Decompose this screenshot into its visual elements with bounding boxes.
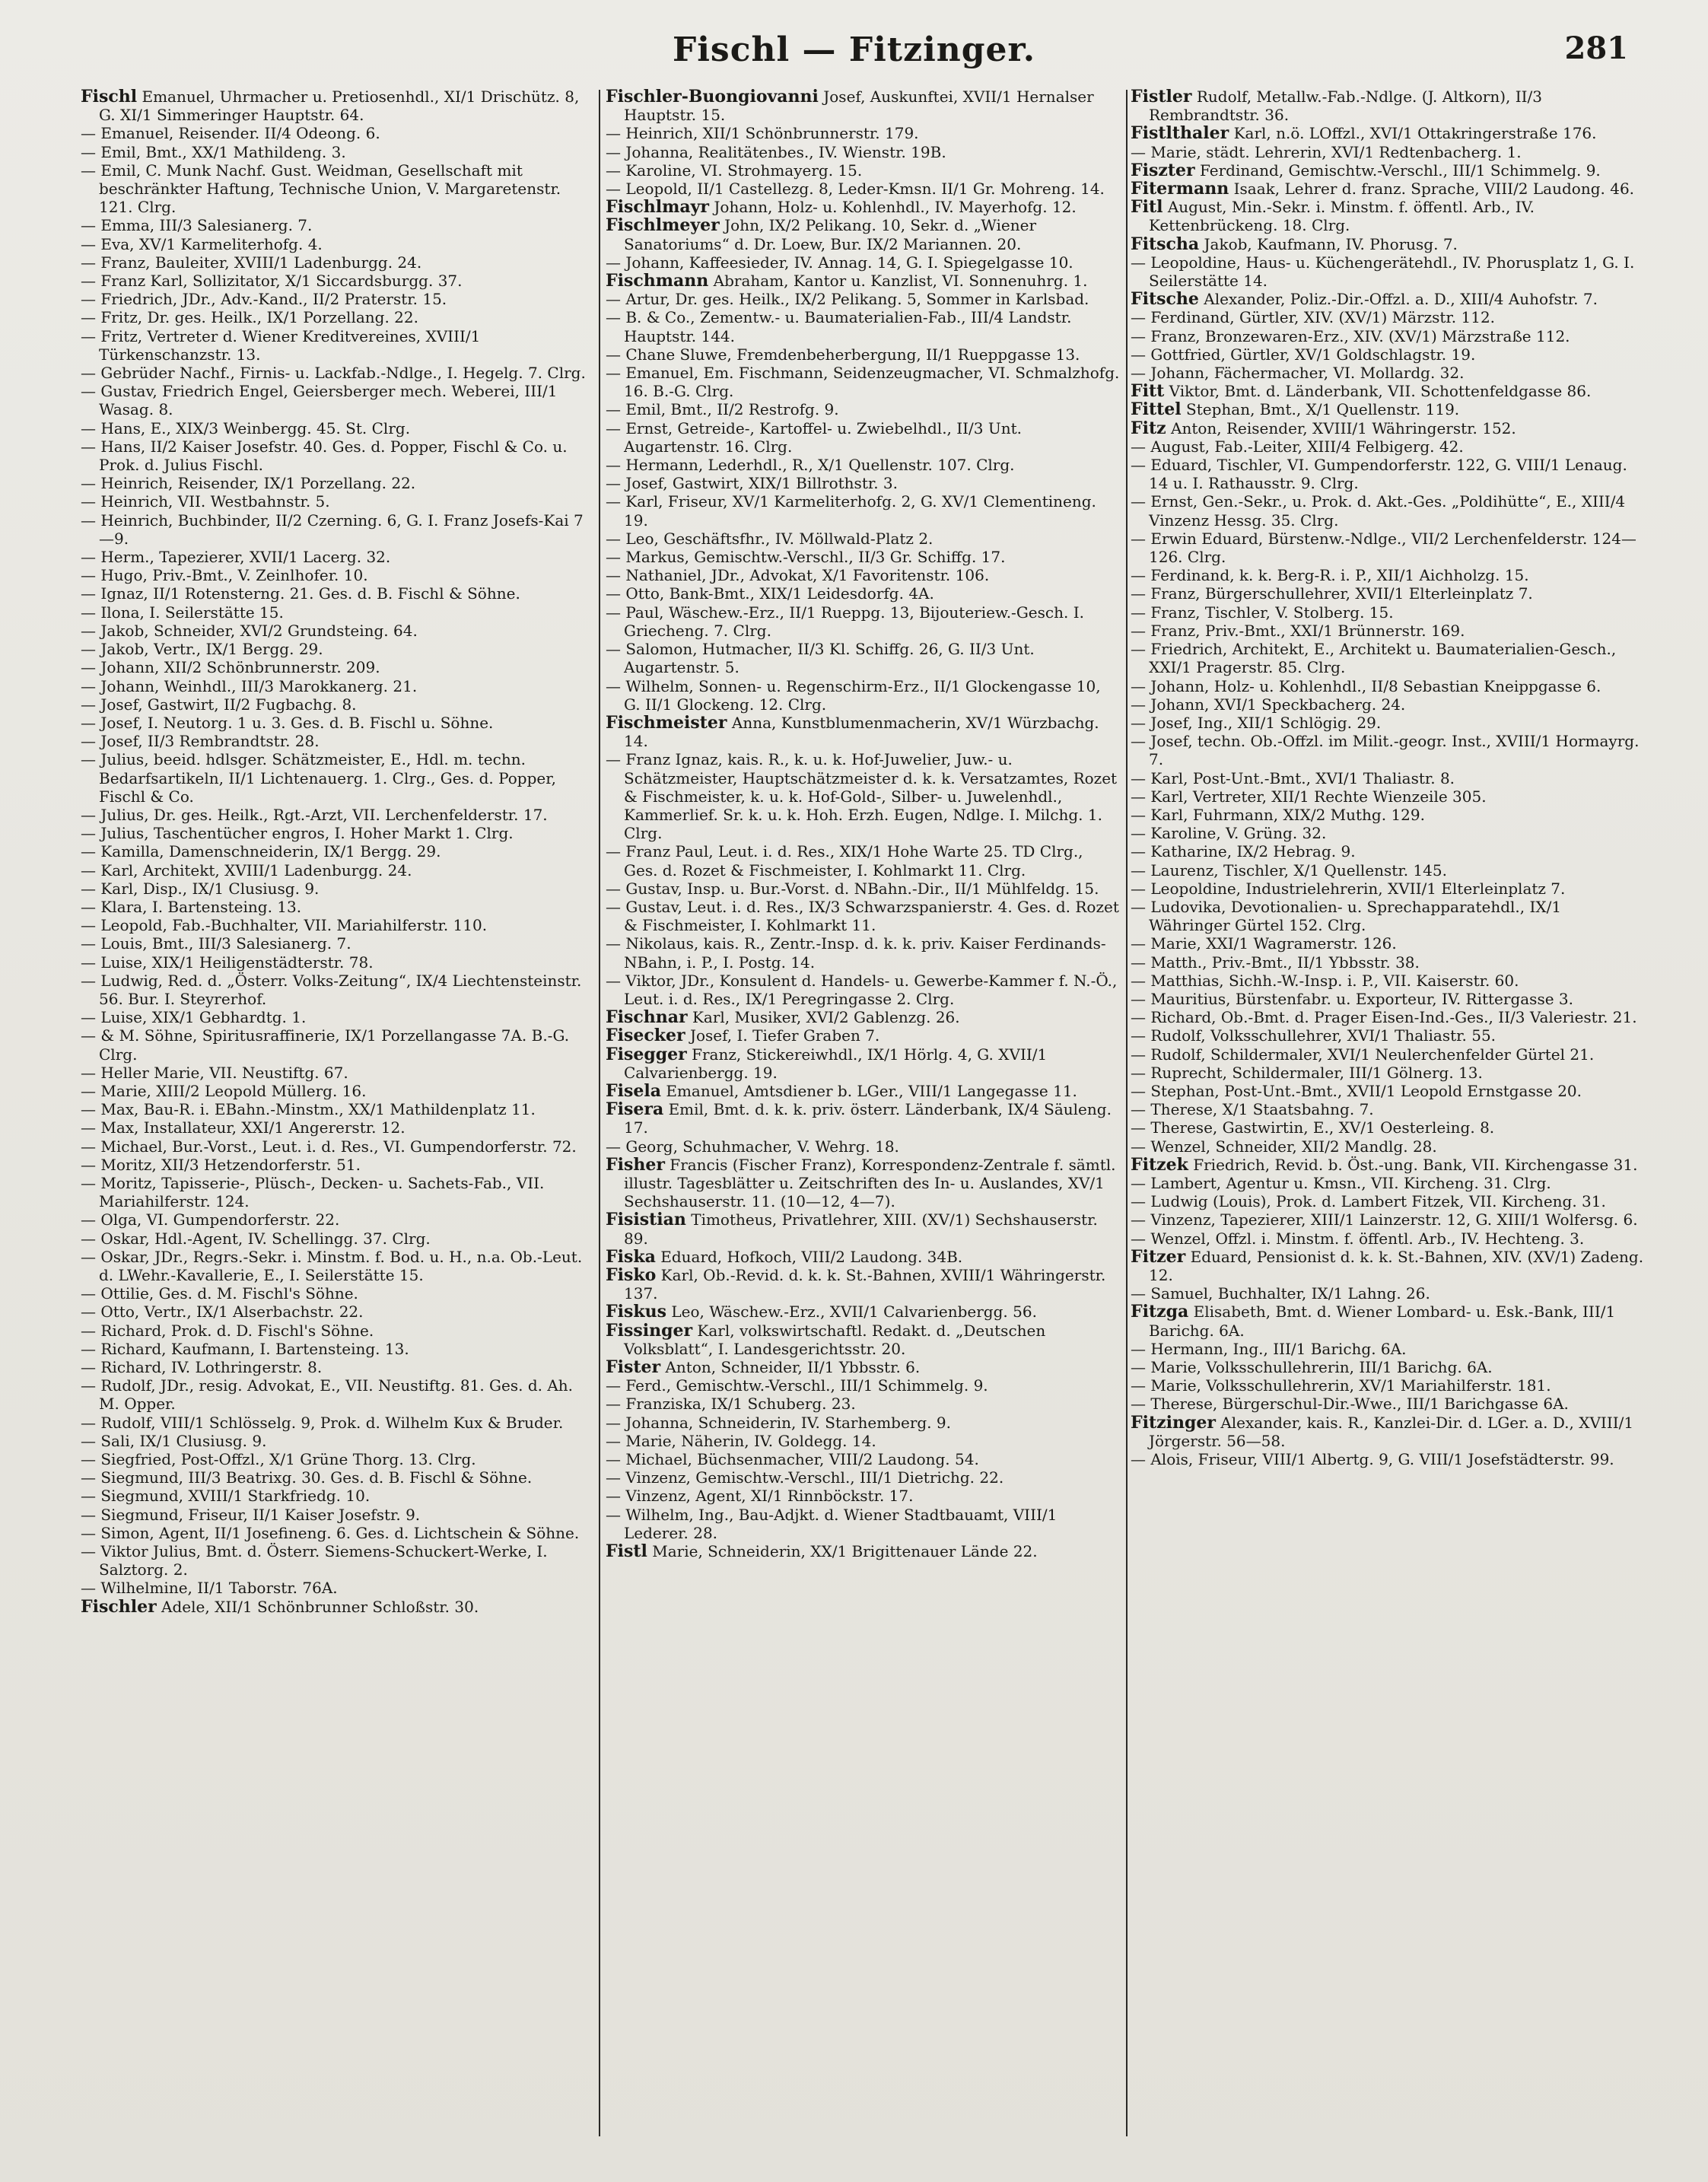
directory-entry: — Sali, IX/1 Clusiusg. 9. — [81, 1431, 267, 1450]
directory-entry: — Karl, Architekt, XVIII/1 Ladenburgg. 24. — [81, 860, 412, 879]
directory-entry: — Friedrich, Architekt, E., Architekt u. Baumaterialien-Gesch., XXI/1 Pragerstr. 85. Clrg. — [1131, 640, 1617, 677]
directory-entry: — Leopoldine, Industrielehrerin, XVII/1 Elterleinplatz 7. — [1131, 879, 1566, 898]
directory-entry: — Viktor Julius, Bmt. d. Österr. Siemens-Schuckert-Werke, I. Salztorg. 2. — [81, 1542, 548, 1579]
directory-entry: — Ruprecht, Schildermaler, III/1 Gölnerg. 13. — [1131, 1063, 1483, 1082]
directory-entry: — Louis, Bmt., III/3 Salesianerg. 7. — [81, 934, 351, 953]
directory-entry: — Eva, XV/1 Karmeliterhofg. 4. — [81, 234, 323, 253]
directory-entry: — Leopoldine, Haus- u. Küchengerätehdl., IV. Phorusplatz 1, G. I. Seilerstätte 14. — [1131, 253, 1635, 291]
directory-entry: — Franz, Priv.-Bmt., XXI/1 Brünnerstr. 169. — [1131, 621, 1465, 640]
entry-surname: Fischler-Buongiovanni — [606, 87, 819, 107]
directory-entry: — Rudolf, Schildermaler, XVI/1 Neulerchenfelder Gürtel 21. — [1131, 1045, 1595, 1064]
directory-entry: — Klara, I. Bartensteing. 13. — [81, 897, 302, 916]
directory-entry: — Karoline, V. Grüng. 32. — [1131, 824, 1327, 843]
directory-entry: — Luise, XIX/1 Heiligenstädterstr. 78. — [81, 953, 374, 972]
directory-entry: — Julius, Dr. ges. Heilk., Rgt.-Arzt, VII. Lerchenfelderstr. 17. — [81, 805, 548, 824]
directory-entry: — Siegmund, Friseur, II/1 Kaiser Josefstr. 9. — [81, 1505, 421, 1524]
directory-entry: — Johann, Kaffeesieder, IV. Annag. 14, G. I. Spiegelgasse 10. — [606, 253, 1073, 272]
entry-surname: Fischl — [81, 87, 138, 107]
directory-entry: Fistler Rudolf, Metallw.-Fab.-Ndlge. (J. Altkorn), II/3 Rembrandtstr. 36. — [1131, 87, 1543, 125]
entry-surname: Fissinger — [606, 1320, 693, 1341]
directory-entry: — Marie, Volksschullehrerin, III/1 Barichg. 6A. — [1131, 1358, 1493, 1377]
directory-entry: — Moritz, XII/3 Hetzendorferstr. 51. — [81, 1155, 361, 1174]
directory-entry: — Emil, C. Munk Nachf. Gust. Weidman, Gesellschaft mit beschränkter Haftung, Technische Union, V. Margaretenstr. 121. Clrg. — [81, 161, 561, 217]
directory-entry: Fisela Emanuel, Amtsdiener b. LGer., VIII/1 Langegasse 11. — [606, 1080, 1077, 1101]
directory-entry: — B. & Co., Zementw.- u. Baumaterialien-Fab., III/4 Landstr. Hauptstr. 144. — [606, 308, 1072, 345]
entry-surname: Fischler — [81, 1596, 157, 1617]
directory-columns — [76, 87, 1659, 2142]
entry-surname: Fitt — [1131, 381, 1165, 402]
directory-entry: — Paul, Wäschew.-Erz., II/1 Rueppg. 13, Bijouteriew.-Gesch. I. Griecheng. 7. Clrg. — [606, 603, 1084, 640]
entry-surname: Fiskus — [606, 1302, 666, 1322]
entry-surname: Fisegger — [606, 1044, 687, 1064]
directory-entry: — Fritz, Vertreter d. Wiener Kreditvereines, XVIII/1 Türkenschanzstr. 13. — [81, 326, 481, 364]
directory-entry: — Vinzenz, Tapezierer, XIII/1 Lainzerstr. 12, G. XIII/1 Wolfersg. 6. — [1131, 1210, 1638, 1229]
directory-entry: — Josef, Ing., XII/1 Schlögig. 29. — [1131, 713, 1382, 732]
directory-entry: — Hermann, Lederhdl., R., X/1 Quellenstr. 107. Clrg. — [606, 456, 1015, 475]
directory-entry: — Ferd., Gemischtw.-Verschl., III/1 Schimmelg. 9. — [606, 1376, 988, 1395]
directory-entry: — Michael, Bur.-Vorst., Leut. i. d. Res., VI. Gumpendorferstr. 72. — [81, 1137, 577, 1156]
directory-entry: Fitzinger Alexander, kais. R., Kanzlei-Dir. d. LGer. a. D., XVIII/1 Jörgerstr. 56—58. — [1131, 1412, 1634, 1450]
directory-entry: — Josef, II/3 Rembrandtstr. 28. — [81, 732, 320, 751]
page-number: 281 — [1564, 30, 1628, 66]
directory-entry: — Karl, Vertreter, XII/1 Rechte Wienzeile 305. — [1131, 787, 1487, 806]
directory-entry: Fitermann Isaak, Lehrer d. franz. Sprache, VIII/2 Laudong. 46. — [1131, 179, 1635, 199]
directory-entry: — Ernst, Getreide-, Kartoffel- u. Zwiebelhdl., II/3 Unt. Augartenstr. 16. Clrg. — [606, 418, 1023, 456]
entry-surname: Fistler — [1131, 87, 1192, 107]
directory-entry: Fitzga Elisabeth, Bmt. d. Wiener Lombard- u. Esk.-Bank, III/1 Barichg. 6A. — [1131, 1302, 1616, 1340]
directory-entry: — Franz Ignaz, kais. R., k. u. k. Hof-Juwelier, Juw.- u. Schätzmeister, Hauptschätzmeister d. k. k. Versatzamtes, Rozet & Fischmeister, k. u. k. Hof-Gold-, Silber- u. Juwelenhdl., Kammerlief. Sr. k. u. k. Hoh. Erzh. Eugen, Ndlge. I. Milchg. 1. Clrg. — [606, 750, 1118, 843]
directory-entry: — Max, Installateur, XXI/1 Angererstr. 12. — [81, 1118, 406, 1137]
directory-entry: Fisko Karl, Ob.-Revid. d. k. k. St.-Bahnen, XVIII/1 Währingerstr. 137. — [606, 1265, 1106, 1303]
directory-entry: Fiska Eduard, Hofkoch, VIII/2 Laudong. 34B. — [606, 1246, 963, 1267]
directory-entry: — & M. Söhne, Spiritusraffinerie, IX/1 Porzellangasse 7A. B.-G. Clrg. — [81, 1026, 570, 1064]
entry-surname: Fitzek — [1131, 1154, 1188, 1175]
column-left — [76, 87, 601, 2142]
directory-entry: Fischnar Karl, Musiker, XVI/2 Gablenzg. 26. — [606, 1007, 960, 1028]
directory-entry: Fischlmeyer John, IX/2 Pelikang. 10, Sekr. d. „Wiener Sanatoriums“ d. Dr. Loew, Bur. IX/2 Mariannen. 20. — [606, 215, 1037, 253]
directory-entry: — Fritz, Dr. ges. Heilk., IX/1 Porzellang. 22. — [81, 308, 418, 327]
directory-entry: — Gustav, Friedrich Engel, Geiersberger mech. Weberei, III/1 Wasag. 8. — [81, 382, 558, 419]
directory-entry: — Ignaz, II/1 Rotensterng. 21. Ges. d. B. Fischl & Söhne. — [81, 584, 520, 603]
directory-entry: — Chane Sluwe, Fremdenbeherbergung, II/1 Rueppgasse 13. — [606, 345, 1080, 364]
entry-surname: Fitzinger — [1131, 1412, 1216, 1433]
directory-entry: — Johann, Weinhdl., III/3 Marokkanerg. 21. — [81, 676, 418, 695]
directory-entry: — Therese, Gastwirtin, E., XV/1 Oesterleing. 8. — [1131, 1118, 1495, 1137]
directory-entry: — Josef, Gastwirt, XIX/1 Billrothstr. 3. — [606, 474, 899, 493]
directory-entry: — Ferdinand, Gürtler, XIV. (XV/1) Märzstr. 112. — [1131, 308, 1496, 327]
directory-entry: — Hans, E., XIX/3 Weinbergg. 45. St. Clrg. — [81, 418, 411, 437]
directory-entry: — Marie, XIII/2 Leopold Müllerg. 16. — [81, 1081, 367, 1100]
directory-entry: — Johanna, Realitätenbes., IV. Wienstr. 19B. — [606, 142, 946, 161]
directory-entry: — Richard, Ob.-Bmt. d. Prager Eisen-Ind.-Ges., II/3 Valeriestr. 21. — [1131, 1008, 1637, 1027]
directory-entry: Fisistian Timotheus, Privatlehrer, XIII. (XV/1) Sechshauserstr. 89. — [606, 1210, 1098, 1248]
directory-entry: — Rudolf, JDr., resig. Advokat, E., VII. Neustiftg. 81. Ges. d. Ah. M. Opper. — [81, 1376, 574, 1414]
directory-entry: — Julius, Taschentücher engros, I. Hoher Markt 1. Clrg. — [81, 824, 514, 843]
directory-entry: — Oskar, Hdl.-Agent, IV. Schellingg. 37. Clrg. — [81, 1229, 431, 1248]
directory-entry: Fistlthaler Karl, n.ö. LOffzl., XVI/1 Ottakringerstraße 176. — [1131, 123, 1597, 144]
entry-surname: Fiszter — [1131, 160, 1195, 180]
directory-entry: — Siegfried, Post-Offzl., X/1 Grüne Thorg. 13. Clrg. — [81, 1450, 476, 1469]
directory-entry: — Nathaniel, JDr., Advokat, X/1 Favoritenstr. 106. — [606, 566, 990, 585]
directory-entry: — Vinzenz, Agent, XI/1 Rinnböckstr. 17. — [606, 1487, 914, 1506]
directory-entry: — Josef, Gastwirt, II/2 Fugbachg. 8. — [81, 695, 357, 714]
directory-entry: — Johann, Holz- u. Kohlenhdl., II/8 Sebastian Kneippgasse 6. — [1131, 676, 1601, 695]
directory-entry: — Franziska, IX/1 Schuberg. 23. — [606, 1395, 856, 1414]
directory-entry: — Max, Bau-R. i. EBahn.-Minstm., XX/1 Mathildenplatz 11. — [81, 1100, 536, 1119]
entry-surname: Fischmeister — [606, 712, 727, 733]
entry-surname: Fitl — [1131, 197, 1163, 218]
directory-entry: Fitsche Alexander, Poliz.-Dir.-Offzl. a. D., XIII/4 Auhofstr. 7. — [1131, 289, 1598, 310]
directory-entry: — Richard, Prok. d. D. Fischl's Söhne. — [81, 1321, 374, 1340]
directory-entry: — Georg, Schuhmacher, V. Wehrg. 18. — [606, 1137, 899, 1156]
directory-entry: — Johann, XVI/1 Speckbacherg. 24. — [1131, 695, 1406, 714]
entry-surname: Fitzer — [1131, 1246, 1186, 1267]
directory-entry: — Katharine, IX/2 Hebrag. 9. — [1131, 842, 1356, 861]
directory-entry: — Otto, Bank-Bmt., XIX/1 Leidesdorfg. 4A. — [606, 584, 934, 603]
directory-entry: — Artur, Dr. ges. Heilk., IX/2 Pelikang. 5, Sommer in Karlsbad. — [606, 290, 1089, 309]
entry-surname: Fistlthaler — [1131, 123, 1229, 144]
directory-entry: — Stephan, Post-Unt.-Bmt., XVII/1 Leopold Ernstgasse 20. — [1131, 1081, 1582, 1100]
directory-entry: — Franz, Tischler, V. Stolberg. 15. — [1131, 603, 1394, 622]
directory-entry: — Luise, XIX/1 Gebhardtg. 1. — [81, 1008, 307, 1027]
entry-surname: Fitermann — [1131, 179, 1229, 199]
directory-entry: — Markus, Gemischtw.-Verschl., II/3 Gr. Schiffg. 17. — [606, 548, 1006, 567]
directory-entry: — Julius, beeid. hdlsger. Schätzmeister, E., Hdl. m. techn. Bedarfsartikeln, II/1 Lichtenauerg. 1. Clrg., Ges. d. Popper, Fischl & Co. — [81, 750, 556, 806]
directory-entry: — Viktor, JDr., Konsulent d. Handels- u. Gewerbe-Kammer f. N.-Ö., Leut. i. d. Res., IX/1 Peregringasse 2. Clrg. — [606, 971, 1118, 1008]
directory-entry: Fischmeister Anna, Kunstblumenmacherin, XV/1 Würzbachg. 14. — [606, 712, 1099, 751]
directory-entry: — Heller Marie, VII. Neustiftg. 67. — [81, 1063, 348, 1082]
directory-entry: — Emanuel, Em. Fischmann, Seidenzeugmacher, VI. Schmalzhofg. 16. B.-G. Clrg. — [606, 364, 1120, 401]
directory-entry: — Therese, X/1 Staatsbahng. 7. — [1131, 1100, 1374, 1119]
directory-entry: — Heinrich, VII. Westbahnstr. 5. — [81, 492, 330, 511]
running-title: Fischl — Fitzinger. — [672, 30, 1036, 69]
directory-entry: — Ottilie, Ges. d. M. Fischl's Söhne. — [81, 1284, 358, 1303]
directory-entry: Fittel Stephan, Bmt., X/1 Quellenstr. 119. — [1131, 399, 1460, 420]
directory-entry: — Ludwig (Louis), Prok. d. Lambert Fitzek, VII. Kircheng. 31. — [1131, 1192, 1606, 1211]
directory-entry: — Rudolf, VIII/1 Schlösselg. 9, Prok. d. Wilhelm Kux & Bruder. — [81, 1413, 564, 1432]
directory-entry: — Karl, Fuhrmann, XIX/2 Muthg. 129. — [1131, 805, 1425, 824]
directory-entry: — Simon, Agent, II/1 Josefineng. 6. Ges. d. Lichtschein & Söhne. — [81, 1523, 580, 1542]
directory-entry: — Marie, Volksschullehrerin, XV/1 Mariahilferstr. 181. — [1131, 1376, 1551, 1395]
directory-entry: Fischler-Buongiovanni Josef, Auskunftei, XVII/1 Hernalser Hauptstr. 15. — [606, 87, 1094, 125]
directory-entry: Fistl Marie, Schneiderin, XX/1 Brigittenauer Lände 22. — [606, 1541, 1038, 1562]
directory-entry: — Johann, XII/2 Schönbrunnerstr. 209. — [81, 658, 380, 677]
directory-entry: — Karoline, VI. Strohmayerg. 15. — [606, 161, 863, 180]
directory-entry: — Johanna, Schneiderin, IV. Starhemberg. 9. — [606, 1413, 951, 1432]
directory-entry: — Franz, Bauleiter, XVIII/1 Ladenburgg. 24. — [81, 253, 422, 272]
entry-surname: Fischlmayr — [606, 197, 710, 218]
directory-entry: Fisera Emil, Bmt. d. k. k. priv. österr. Länderbank, IX/4 Säuleng. 17. — [606, 1099, 1112, 1137]
directory-entry: — Ludovika, Devotionalien- u. Sprechapparatehdl., IX/1 Währinger Gürtel 152. Clrg. — [1131, 897, 1562, 935]
directory-entry: — Franz, Bürgerschullehrer, XVII/1 Elterleinplatz 7. — [1131, 584, 1533, 603]
directory-entry: — Josef, I. Neutorg. 1 u. 3. Ges. d. B. Fischl u. Söhne. — [81, 713, 494, 732]
directory-entry: — Gustav, Leut. i. d. Res., IX/3 Schwarzspanierstr. 4. Ges. d. Rozet & Fischmeister, I. Kohlmarkt 11. — [606, 897, 1119, 935]
directory-entry: — Therese, Bürgerschul-Dir.-Wwe., III/1 Barichgasse 6A. — [1131, 1395, 1569, 1414]
directory-entry: Fitz Anton, Reisender, XVIII/1 Währingerstr. 152. — [1131, 418, 1516, 438]
directory-entry: — Ernst, Gen.-Sekr., u. Prok. d. Akt.-Ges. „Poldihütte“, E., XIII/4 Vinzenz Hessg. 35. Clrg. — [1131, 492, 1626, 530]
directory-entry: — Marie, städt. Lehrerin, XVI/1 Redtenbacherg. 1. — [1131, 142, 1522, 161]
directory-entry: — Lambert, Agentur u. Kmsn., VII. Kircheng. 31. Clrg. — [1131, 1173, 1551, 1192]
directory-entry: — Jakob, Vertr., IX/1 Bergg. 29. — [81, 640, 323, 659]
directory-entry: Fitt Viktor, Bmt. d. Länderbank, VII. Schottenfeldgasse 86. — [1131, 381, 1592, 402]
entry-surname: Fischlmeyer — [606, 215, 720, 236]
directory-entry: Fischl Emanuel, Uhrmacher u. Pretiosenhdl., XI/1 Drischütz. 8, G. XI/1 Simmeringer Hauptstr. 64. — [81, 87, 580, 125]
directory-entry: — Wenzel, Offzl. i. Minstm. f. öffentl. Arb., IV. Hechteng. 3. — [1131, 1229, 1585, 1248]
directory-entry: — Wenzel, Schneider, XII/2 Mandlg. 28. — [1131, 1137, 1437, 1156]
directory-entry: — Mauritius, Bürstenfabr. u. Exporteur, IV. Rittergasse 3. — [1131, 989, 1573, 1008]
directory-entry: — Hans, II/2 Kaiser Josefstr. 40. Ges. d. Popper, Fischl & Co. u. Prok. d. Julius Fischl. — [81, 437, 568, 475]
directory-entry: — Heinrich, XII/1 Schönbrunnerstr. 179. — [606, 124, 919, 143]
directory-entry: — Moritz, Tapisserie-, Plüsch-, Decken- u. Sachets-Fab., VII. Mariahilferstr. 124. — [81, 1173, 545, 1211]
directory-entry: — Emanuel, Reisender. II/4 Odeong. 6. — [81, 124, 380, 143]
entry-surname: Fisecker — [606, 1026, 685, 1046]
directory-entry: — Franz Paul, Leut. i. d. Res., XIX/1 Hohe Warte 25. TD Clrg., Ges. d. Rozet & Fischmeister, I. Kohlmarkt 11. Clrg. — [606, 842, 1083, 879]
directory-entry: — Emil, Bmt., II/2 Restrofg. 9. — [606, 400, 839, 419]
directory-entry: — Hugo, Priv.-Bmt., V. Zeinlhofer. 10. — [81, 566, 368, 585]
directory-entry: — Gebrüder Nachf., Firnis- u. Lackfab.-Ndlge., I. Hegelg. 7. Clrg. — [81, 364, 586, 383]
directory-entry: — Richard, Kaufmann, I. Bartensteing. 13. — [81, 1339, 409, 1358]
entry-surname: Fisela — [606, 1080, 661, 1101]
directory-entry: — Friedrich, JDr., Adv.-Kand., II/2 Praterstr. 15. — [81, 290, 447, 309]
entry-surname: Fitzga — [1131, 1302, 1189, 1322]
entry-surname: Fister — [606, 1357, 661, 1378]
directory-entry: — Oskar, JDr., Regrs.-Sekr. i. Minstm. f. Bod. u. H., n.a. Ob.-Leut. d. LWehr.-Kavallerie, E., I. Seilerstätte 15. — [81, 1247, 583, 1284]
directory-entry: Fiszter Ferdinand, Gemischtw.-Verschl., III/1 Schimmelg. 9. — [1131, 160, 1601, 180]
entry-surname: Fitz — [1131, 418, 1166, 438]
directory-entry: Fischler Adele, XII/1 Schönbrunner Schloßstr. 30. — [81, 1596, 479, 1617]
column-middle — [601, 87, 1126, 2142]
directory-entry: — Karl, Post-Unt.-Bmt., XVI/1 Thaliastr. 8. — [1131, 768, 1455, 787]
directory-entry: — Franz Karl, Sollizitator, X/1 Siccardsburgg. 37. — [81, 272, 463, 291]
directory-entry: — Otto, Vertr., IX/1 Alserbachstr. 22. — [81, 1303, 364, 1322]
directory-entry: — Matth., Priv.-Bmt., II/1 Ybbsstr. 38. — [1131, 953, 1420, 972]
directory-entry: — Herm., Tapezierer, XVII/1 Lacerg. 32. — [81, 548, 391, 567]
entry-surname: Fitsche — [1131, 289, 1199, 310]
directory-entry: Fiskus Leo, Wäschew.-Erz., XVII/1 Calvarienbergg. 56. — [606, 1302, 1037, 1322]
entry-surname: Fisko — [606, 1265, 657, 1285]
directory-entry: — Ludwig, Red. d. „Österr. Volks-Zeitung“, IX/4 Liechtensteinstr. 56. Bur. I. Steyrerhof. — [81, 971, 582, 1008]
directory-entry: — Leopold, Fab.-Buchhalter, VII. Mariahilferstr. 110. — [81, 916, 488, 935]
entry-surname: Fitscha — [1131, 234, 1200, 254]
directory-entry: Fister Anton, Schneider, II/1 Ybbsstr. 6. — [606, 1357, 921, 1378]
directory-entry: — Richard, IV. Lothringerstr. 8. — [81, 1358, 323, 1377]
directory-entry: — August, Fab.-Leiter, XIII/4 Felbigerg. 42. — [1131, 437, 1464, 456]
directory-entry: — Josef, techn. Ob.-Offzl. im Milit.-geogr. Inst., XVIII/1 Hormayrg. 7. — [1131, 732, 1640, 769]
directory-entry: — Nikolaus, kais. R., Zentr.-Insp. d. k. k. priv. Kaiser Ferdinands-NBahn, i. P., I. Postg. 14. — [606, 934, 1106, 972]
directory-entry: — Alois, Friseur, VIII/1 Albertg. 9, G. VIII/1 Josefstädterstr. 99. — [1131, 1450, 1614, 1469]
directory-entry: Fitzer Eduard, Pensionist d. k. k. St.-Bahnen, XIV. (XV/1) Zadeng. 12. — [1131, 1246, 1644, 1284]
directory-entry: — Heinrich, Reisender, IX/1 Porzellang. 22. — [81, 474, 416, 493]
directory-entry: — Gottfried, Gürtler, XV/1 Goldschlagstr. 19. — [1131, 345, 1476, 364]
directory-entry: — Ilona, I. Seilerstätte 15. — [81, 603, 284, 622]
directory-entry: — Eduard, Tischler, VI. Gumpendorferstr. 122, G. VIII/1 Lenaug. 14 u. I. Rathausstr. 9. Clrg. — [1131, 456, 1627, 493]
directory-entry: — Vinzenz, Gemischtw.-Verschl., III/1 Dietrichg. 22. — [606, 1468, 1004, 1487]
directory-entry: — Ferdinand, k. k. Berg-R. i. P., XII/1 Aichholzg. 15. — [1131, 566, 1529, 585]
directory-entry: — Jakob, Schneider, XVI/2 Grundsteing. 64. — [81, 621, 418, 640]
directory-entry: — Karl, Friseur, XV/1 Karmeliterhofg. 2, G. XV/1 Clementineng. 19. — [606, 492, 1096, 530]
entry-surname: Fisher — [606, 1154, 665, 1175]
directory-entry: — Erwin Eduard, Bürstenw.-Ndlge., VII/2 Lerchenfelderstr. 124—126. Clrg. — [1131, 529, 1636, 567]
directory-entry: — Heinrich, Buchbinder, II/2 Czerning. 6, G. I. Franz Josefs-Kai 7—9. — [81, 511, 584, 548]
directory-entry: Fisegger Franz, Stickereiwhdl., IX/1 Hörlg. 4, G. XVII/1 Calvarienbergg. 19. — [606, 1044, 1048, 1082]
directory-entry: Fitl August, Min.-Sekr. i. Minstm. f. öffentl. Arb., IV. Kettenbrückeng. 18. Clrg. — [1131, 197, 1535, 235]
directory-entry: — Siegmund, III/3 Beatrixg. 30. Ges. d. B. Fischl & Söhne. — [81, 1468, 533, 1487]
directory-entry: — Johann, Fächermacher, VI. Mollardg. 32. — [1131, 364, 1465, 383]
directory-entry: — Karl, Disp., IX/1 Clusiusg. 9. — [81, 879, 320, 898]
directory-entry: — Rudolf, Volksschullehrer, XVI/1 Thaliastr. 55. — [1131, 1026, 1496, 1045]
directory-entry: — Matthias, Sichh.-W.-Insp. i. P., VII. Kaiserstr. 60. — [1131, 971, 1519, 990]
entry-surname: Fiska — [606, 1246, 656, 1267]
directory-entry: — Siegmund, XVIII/1 Starkfriedg. 10. — [81, 1487, 371, 1506]
directory-entry: — Emil, Bmt., XX/1 Mathildeng. 3. — [81, 142, 346, 161]
directory-entry: — Kamilla, Damenschneiderin, IX/1 Bergg. 29. — [81, 842, 441, 861]
directory-entry: Fitzek Friedrich, Revid. b. Öst.-ung. Bank, VII. Kirchengasse 31. — [1131, 1154, 1638, 1175]
directory-entry: Fisher Francis (Fischer Franz), Korrespondenz-Zentrale f. sämtl. illustr. Tagesblätter u. Zeitschriften des In- u. Auslandes, XV/1 Sechshauserstr. 11. (10—12, 4—7). — [606, 1154, 1116, 1211]
directory-entry: — Marie, Näherin, IV. Goldegg. 14. — [606, 1431, 876, 1450]
directory-entry: Fitscha Jakob, Kaufmann, IV. Phorusg. 7. — [1131, 234, 1458, 254]
entry-surname: Fisera — [606, 1099, 664, 1120]
directory-entry: — Olga, VI. Gumpendorferstr. 22. — [81, 1210, 340, 1229]
directory-entry: — Salomon, Hutmacher, II/3 Kl. Schiffg. 26, G. II/3 Unt. Augartenstr. 5. — [606, 640, 1035, 677]
directory-entry: — Leopold, II/1 Castellezg. 8, Leder-Kmsn. II/1 Gr. Mohreng. 14. — [606, 180, 1105, 199]
directory-entry: — Franz, Bronzewaren-Erz., XIV. (XV/1) Märzstraße 112. — [1131, 326, 1570, 345]
directory-entry: Fissinger Karl, volkswirtschaftl. Redakt. d. „Deutschen Volksblatt“, I. Landesgerichtsstr. 20. — [606, 1320, 1046, 1358]
directory-entry: Fischlmayr Johann, Holz- u. Kohlenhdl., IV. Mayerhofg. 12. — [606, 197, 1077, 218]
directory-entry: — Michael, Büchsenmacher, VIII/2 Laudong. 54. — [606, 1450, 979, 1469]
directory-entry: — Gustav, Insp. u. Bur.-Vorst. d. NBahn.-Dir., II/1 Mühlfeldg. 15. — [606, 879, 1099, 898]
directory-entry: — Samuel, Buchhalter, IX/1 Lahng. 26. — [1131, 1284, 1430, 1303]
directory-entry: Fisecker Josef, I. Tiefer Graben 7. — [606, 1026, 880, 1046]
directory-entry: — Laurenz, Tischler, X/1 Quellenstr. 145. — [1131, 860, 1447, 879]
directory-entry: — Leo, Geschäftsfhr., IV. Möllwald-Platz 2. — [606, 529, 934, 548]
directory-entry: — Wilhelm, Sonnen- u. Regenschirm-Erz., II/1 Glockengasse 10, G. II/1 Glockeng. 12. Clrg. — [606, 676, 1101, 714]
entry-surname: Fischnar — [606, 1007, 688, 1028]
directory-entry: — Marie, XXI/1 Wagramerstr. 126. — [1131, 934, 1397, 953]
directory-entry: — Wilhelmine, II/1 Taborstr. 76A. — [81, 1579, 338, 1598]
column-right — [1126, 87, 1651, 2142]
entry-surname: Fistl — [606, 1541, 647, 1562]
entry-surname: Fischmann — [606, 271, 709, 291]
directory-entry: — Wilhelm, Ing., Bau-Adjkt. d. Wiener Stadtbauamt, VIII/1 Lederer. 28. — [606, 1505, 1058, 1542]
page-header — [0, 30, 1708, 84]
directory-entry: Fischmann Abraham, Kantor u. Kanzlist, VI. Sonnenuhrg. 1. — [606, 271, 1088, 291]
entry-surname: Fittel — [1131, 399, 1182, 420]
entry-surname: Fisistian — [606, 1210, 686, 1230]
directory-entry: — Emma, III/3 Salesianerg. 7. — [81, 216, 313, 235]
directory-entry: — Hermann, Ing., III/1 Barichg. 6A. — [1131, 1339, 1407, 1358]
